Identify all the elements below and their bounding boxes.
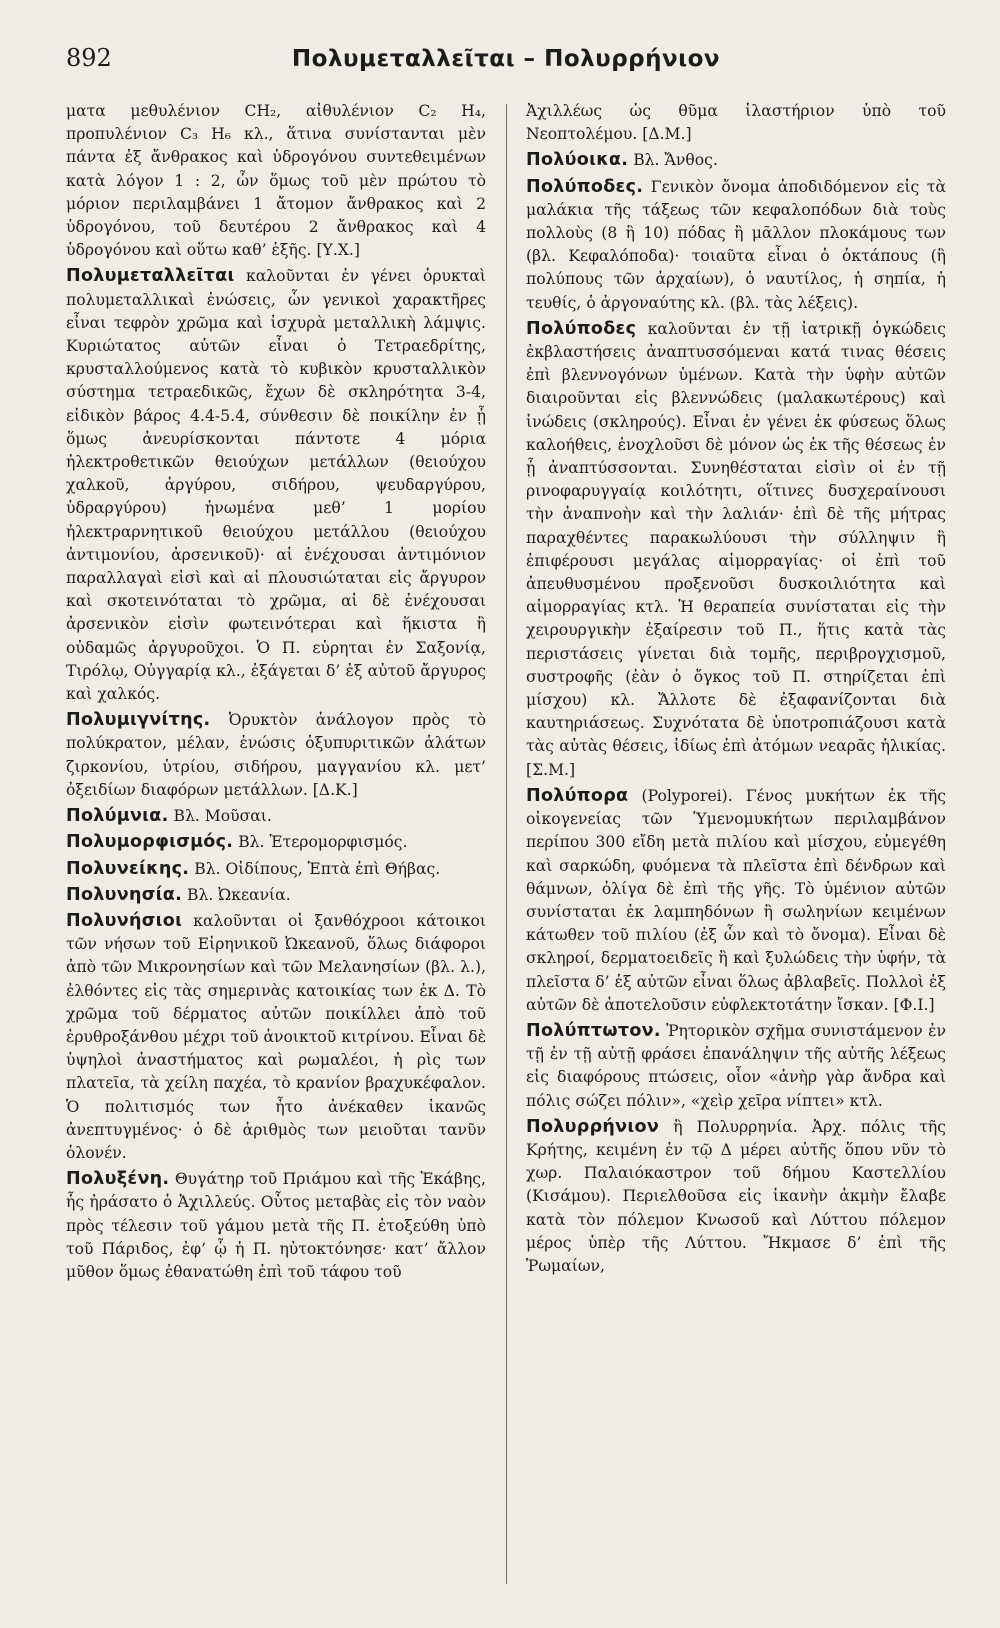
- entry-headword: Πολύπορα: [526, 785, 629, 806]
- entry-headword: Πολυμορφισμός.: [66, 832, 234, 853]
- dictionary-entry: [66, 709, 486, 802]
- left-column: [66, 100, 486, 1600]
- entry-text: Θυγάτηρ τοῦ Πριάμου καὶ τῆς Ἑκάβης, ἧς ἠράσατο ὁ Ἀχιλλεύς. Οὗτος μεταβὰς εἰς τὸν ναὸν πρὸς τέλεσιν τοῦ γάμου μετὰ τῆς Π. ἐτοξεύθη ὑπὸ τοῦ Πάριδος, ἐφ’ ᾧ ἡ Π. ηὐτοκτόνησε· κατ’ ἄλλον μῦθον ὅμως ἐθανατώθη ἐπὶ τοῦ τάφου τοῦ: [66, 1170, 486, 1281]
- dictionary-entry: [526, 785, 946, 1017]
- dictionary-entry: [526, 318, 946, 782]
- entry-headword: Πολυμιγνίτης.: [66, 710, 211, 731]
- entry-text: Βλ. Μοῦσαι.: [173, 807, 272, 826]
- entry-text: ἢ Πολυρρηνία. Ἀρχ. πόλις τῆς Κρήτης, κειμένη ἐν τῷ Δ μέρει αὐτῆς ὅπου νῦν τὸ χωρ. Παλαιόκαστρον τοῦ δήμου Καστελλίου (Κισάμου). Περιελθοῦσα εἰς ἱκανὴν ἀκμὴν ἔλαβε κατὰ τὸν πόλεμον Κνωσοῦ καὶ Λύττου πόλεμον μέρος ὑπὲρ τῆς Λύττου. Ἤκμασε δ’ ἐπὶ τῆς Ῥωμαίων,: [526, 1117, 946, 1275]
- page-header: [66, 44, 946, 84]
- entry-text: Ἀχιλλέως ὡς θῦμα ἱλαστήριον ὑπὸ τοῦ Νεοπτολέμου. [Δ.Μ.]: [526, 102, 946, 144]
- page-number: 892: [66, 44, 112, 72]
- entry-headword: Πολυνησία.: [66, 884, 183, 905]
- dictionary-entry: [66, 805, 486, 828]
- entry-text: Ὀρυκτὸν ἀνάλογον πρὸς τὸ πολύκρατον, μέλαν, ἑνώσις ὀξυπυριτικῶν ἁλάτων ζιρκονίου, ὑτρίου, σιδήρου, μαγγανίου κλ. μετ’ ὀξειδίων διαφόρων μετάλλων. [Δ.Κ.]: [66, 711, 486, 799]
- entry-headword: Πολυμεταλλεῖται: [66, 266, 235, 287]
- entry-text: Βλ. Οἰδίπους, Ἑπτὰ ἐπὶ Θήβας.: [194, 859, 441, 878]
- dictionary-entry: [526, 1020, 946, 1113]
- entry-text: Βλ. Ὠκεανία.: [187, 885, 291, 904]
- entry-text: καλοῦνται οἱ ξανθόχροοι κάτοικοι τῶν νήσων τοῦ Εἰρηνικοῦ Ὠκεανοῦ, ὅλως διάφοροι ἀπὸ τῶν Μικρονησίων καὶ τῶν Μελανησίων (βλ. λ.), ἐλθόντες εἰς τὰς σημερινὰς κατοικίας των ἐκ Δ. Τὸ χρῶμα τοῦ δέρματος αὐτῶν ποικίλλει ἀπὸ τοῦ ἐρυθροξάνθου μέχρι τοῦ ἀνοικτοῦ κιτρίνου. Εἶναι δὲ ὑψηλοὶ ἀναστήματος καὶ ρωμαλέοι, ἡ ρὶς των πλατεῖα, τὰ χείλη παχέα, τὸ κρανίον βραχυκέφαλον. Ὁ πολιτισμός των ἦτο ἀνέκαθεν ἱκανῶς ἀνεπτυγμένος· ὁ δὲ ἀριθμὸς των μειοῦται τανῦν ὁλονέν.: [66, 911, 486, 1162]
- running-title: Πολυμεταλλεῖται – Πολυρρήνιον: [291, 46, 721, 72]
- entry-headword: Πολύποδες: [526, 318, 637, 339]
- dictionary-entry: [66, 884, 486, 907]
- entry-headword: Πολύπτωτον.: [526, 1020, 661, 1041]
- column-divider: [506, 104, 507, 1584]
- dictionary-entry: [526, 1116, 946, 1278]
- dictionary-entry: [66, 858, 486, 881]
- entry-text: καλοῦνται ἐν γένει ὀρυκταὶ πολυμεταλλικαὶ ἑνώσεις, ὧν γενικοὶ χαρακτῆρες εἶναι τεφρὸν χρῶμα καὶ ἰσχυρὰ μεταλλικὴ λάμψις. Κυριώτατος αὐτῶν εἶναι ὁ Τετραεδρίτης, κρυσταλλούμενος κατὰ τὸ κυβικὸν κρυσταλλικὸν σύστημα τετραεδικῶς, ἔχων δὲ σκληρότητα 3-4, εἰδικὸν βάρος 4.4-5.4, σύνθεσιν δὲ ποικίλην ἐν ᾗ ὅμως ἀνευρίσκονται πάντοτε 4 μόρια ἠλεκτροθετικῶν θειούχων μετάλλων (θειούχου χαλκοῦ, ἀργύρου, σιδήρου, ψευδαργύρου, ὑδραργύρου) ἡνωμένα μεθ’ 1 μορίου ἠλεκτραρνητικοῦ θειούχου μετάλλου (θειούχου ἀντιμονίου, ἀρσενικοῦ)· αἱ ἐνέχουσαι ἀντιμόνιον παραλλαγαὶ εἰσὶ καὶ αἱ πλουσιώταται εἰς ἄργυρον καὶ σκοτεινόταται τὸ χρῶμα, αἱ δὲ ἐνέχουσαι ἀρσενικὸν εἰσὶν φωτεινότεραι καὶ ἥκιστα ἢ οὐδαμῶς ἀργυροῦχοι. Ὁ Π. εὑρηται ἐν Σαξονίᾳ, Τιρόλῳ, Οὐγγαρίᾳ κλ., ἐξάγεται δ’ ἐξ αὐτοῦ ἄργυρος καὶ χαλκός.: [66, 267, 486, 704]
- dictionary-entry: [526, 149, 946, 172]
- entry-headword: Πολύοικα.: [526, 150, 629, 171]
- dictionary-entry: [66, 910, 486, 1165]
- entry-headword: Πολυνήσιοι: [66, 910, 183, 931]
- entry-text: ματα μεθυλένιον CH₂, αἰθυλένιον C₂ H₄, προπυλένιον C₃ H₆ κλ., ἅτινα συνίστανται μὲν πάντα ἐξ ἄνθρακος καὶ ὑδρογόνου συντεθειμένων κατὰ λόγον 1 : 2, ὧν ὅμως τοῦ μὲν πρώτου τὸ μόριον περιλαμβάνει 1 ἄτομον ἄνθρακος καὶ 2 ὑδρογόνου, τοῦ δευτέρου 2 ἄνθρακος καὶ 4 ὑδρογόνου καὶ οὕτω καθ’ ἑξῆς. [Υ.Χ.]: [66, 102, 486, 260]
- entry-headword: Πολύποδες.: [526, 176, 644, 197]
- entry-text: (Polyporei). Γένος μυκήτων ἐκ τῆς οἰκογενείας τῶν Ὑμενομυκήτων περιλαμβάνον περίπου 300 εἴδη μετὰ πιλίου καὶ μίσχου, εὐμεγέθη καὶ σαρκώδη, φυόμενα τὰ πλεῖστα ἐπὶ δένδρων καὶ θάμνων, ὀλίγα δὲ ἐπὶ τῆς γῆς. Τὸ ὑμένιον αὐτῶν συνίσταται ἐκ λαμπηδόνων ἢ σωληνίων κειμένων κάτωθεν τοῦ πιλίου (ἐξ ὧν καὶ τὸ ὄνομα). Εἶναι δὲ σκληροί, δερματοειδεῖς ἢ καὶ ξυλώδεις τὴν ὑφήν, τὰ πλεῖστα δ’ ἐξ αὐτῶν εἶναι ὅλως ἀβλαβεῖς. Πολλοὶ ἐξ αὐτῶν δὲ ἀποτελοῦσιν εὐφλεκτοτάτην ἴσκαν. [Φ.Ι.]: [526, 786, 946, 1014]
- dictionary-entry: [66, 100, 486, 262]
- dictionary-entry: [66, 831, 486, 854]
- text-columns: [66, 100, 946, 1610]
- entry-text: καλοῦνται ἐν τῇ ἰατρικῇ ὀγκώδεις ἐκβλαστήσεις ἀναπτυσσόμεναι κατά τινας θέσεις ἐπὶ βλεννογόνων ὑμένων. Κατὰ τὴν ὑφὴν αὐτῶν διαιροῦνται εἰς βλεννώδεις (μαλακωτέρους) καὶ ἰνώδεις (σκληρούς). Εἶναι ἐν γένει ἐκ φύσεως ὅλως καλοήθεις, ἐνοχλοῦσι δὲ μόνον ὡς ἐκ τῆς θέσεως ἐν ᾗ ἀναπτύσσονται. Συνηθέσταται εἰσὶν οἱ ἐν τῇ ρινοφαρυγγαίᾳ κοιλότητι, οἵτινες δυσχεραίνουσι τὴν ἀναπνοὴν καὶ τὴν λαλιάν· ἐπὶ δὲ τῆς μήτρας παραχθέντες παρακωλύουσι τὴν σύλληψιν ἢ ἐπιφέρουσι μεγάλας αἱμορραγίας· οἱ ἐπὶ τοῦ ἀπευθυσμένου προξενοῦσι δυσκοιλιότητα καὶ αἱμορραγίας κτλ. Ἡ θεραπεία συνίσταται εἰς τὴν χειρουργικὴν ἐξαίρεσιν τοῦ Π., ἥτις κατὰ τὰς περιστάσεις γίνεται διὰ τομῆς, περιβρογχισμοῦ, συστροφῆς (ἐὰν ὁ ὄγκος τοῦ Π. στηρίζεται ἐπὶ μίσχου) κλ. Ἄλλοτε δὲ ἐξαφανίζονται διὰ καυτηριάσεως. Συχνότατα δὲ ὑποτροπιάζουσι κατὰ τὰς αὐτὰς θέσεις, ἰδίως ἐπὶ ἀτόμων νεαρᾶς ἡλικίας. [Σ.Μ.]: [526, 319, 946, 779]
- entry-text: Ῥητορικὸν σχῆμα συνιστάμενον ἐν τῇ ἐν τῇ αὐτῇ φράσει ἐπανάληψιν τῆς αὐτῆς λέξεως εἰς διαφόρους πτώσεις, οἷον «ἀνὴρ γὰρ ἄνδρα καὶ πόλις σώζει πόλιν», «χεὶρ χεῖρα νίπτει» κτλ.: [526, 1021, 946, 1110]
- right-column: [526, 100, 946, 1600]
- entry-text: Βλ. Ἄνθος.: [633, 151, 718, 170]
- entry-headword: Πολυνείκης.: [66, 858, 190, 879]
- entry-text: Γενικὸν ὄνομα ἀποδιδόμενον εἰς τὰ μαλάκια τῆς τάξεως τῶν κεφαλοπόδων διὰ τοὺς πολλοὺς (8 ἢ 10) πόδας ἢ μᾶλλον πλοκάμους των (βλ. Κεφαλόποδα)· τοιαῦτα εἶναι ὁ ὀκτάπους (ἢ πολύπους τῶν ἀρχαίων), ὁ ναυτίλος, ἡ σηπία, ἡ τευθίς, ὁ ἀργοναύτης κλ. (βλ. τὰς λέξεις).: [526, 177, 946, 312]
- dictionary-entry: [526, 176, 946, 315]
- dictionary-entry: [526, 100, 946, 146]
- dictionary-entry: [66, 1168, 486, 1284]
- entry-headword: Πολυξένη.: [66, 1169, 170, 1190]
- entry-headword: Πολύμνια.: [66, 806, 169, 827]
- entry-headword: Πολυρρήνιον: [526, 1116, 660, 1137]
- dictionary-entry: [66, 265, 486, 706]
- entry-text: Βλ. Ἑτερομορφισμός.: [238, 833, 408, 852]
